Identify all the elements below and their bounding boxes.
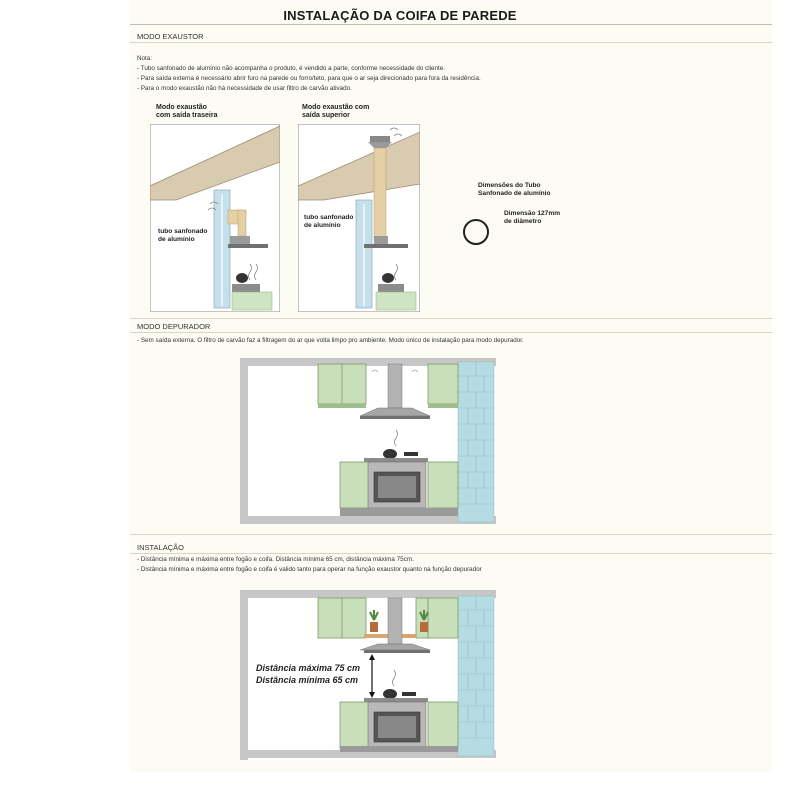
diagram-top-title	[302, 104, 369, 120]
diagram-top-title-line: saída superior	[302, 112, 350, 119]
tube-label-line: de alumínio	[304, 221, 341, 229]
kitchen-depurador-diagram	[240, 354, 496, 528]
dimensions-title-line: Dimensões do Tubo	[478, 182, 541, 189]
title-divider	[130, 24, 772, 25]
section-heading-depurador: MODO DEPURADOR	[137, 322, 211, 331]
diagram-top-title-line: Modo exaustão com	[302, 104, 370, 111]
section-divider	[130, 42, 772, 43]
dimensions-size-line: de diâmetro	[504, 217, 542, 225]
instalacao-notes	[137, 555, 482, 575]
diagram-rear-tube-label	[158, 228, 207, 243]
section-divider	[130, 534, 772, 535]
note-label: Nota:	[137, 55, 153, 62]
tube-label-line: tubo sanfonado	[158, 228, 208, 235]
diagram-rear-title-line: com saída traseira	[156, 112, 218, 119]
section-divider	[130, 553, 772, 554]
min-distance-label: Distância mínima 65 cm	[256, 675, 359, 685]
tube-label-line: de alumínio	[158, 235, 195, 243]
tube-diameter-circle	[460, 216, 492, 248]
tube-dimensions-title	[478, 182, 551, 197]
tube-dimensions-size	[504, 210, 560, 225]
document-title: INSTALAÇÃO DA COIFA DE PAREDE	[283, 8, 517, 23]
diagram-rear-title	[156, 104, 217, 120]
note-line: - Tubo sanfonado de alumínio não acompanha o produto, é vendido a parte, conforme necessidade do cliente.	[137, 65, 446, 72]
section-divider	[130, 318, 772, 319]
note-line: - Distância mínima e máxima entre fogão e coifa é valido tanto para operar na função exaustor quanto na função depurador	[137, 566, 482, 573]
note-line: - Para o modo exaustão não há necessidade de usar filtro de carvão ativado.	[137, 85, 352, 92]
dimensions-title-line: Sanfonado de alumínio	[478, 189, 551, 197]
diagram-rear-title-line: Modo exaustão	[156, 104, 207, 111]
dimensions-size-line: Dimensão 127mm	[504, 210, 561, 217]
diagram-rear-exit	[150, 124, 280, 312]
section-heading-exaustor: MODO EXAUSTOR	[137, 32, 204, 41]
note-line: - Para saída externa é necessário abrir furo na parede ou forro/teto, para que o ar seja direcionado para fora da residência.	[137, 75, 481, 82]
diagram-top-tube-label	[304, 214, 353, 229]
section-divider	[130, 332, 772, 333]
max-distance-label: Distância máxima 75 cm	[256, 663, 361, 673]
tube-label-line: tubo sanfonado	[304, 214, 354, 221]
note-line: - Distância mínima e máxima entre fogão e coifa. Distância mínima 65 cm, distância máxima 75cm.	[137, 556, 414, 563]
exaustor-notes	[137, 54, 481, 94]
section-heading-instalacao: INSTALAÇÃO	[137, 543, 184, 552]
depurador-note: - Sem saída externa. O filtro de carvão faz a filtragem do ar que volta limpo pro ambiente. Modo único de instalação para modo depurador.	[137, 337, 524, 344]
